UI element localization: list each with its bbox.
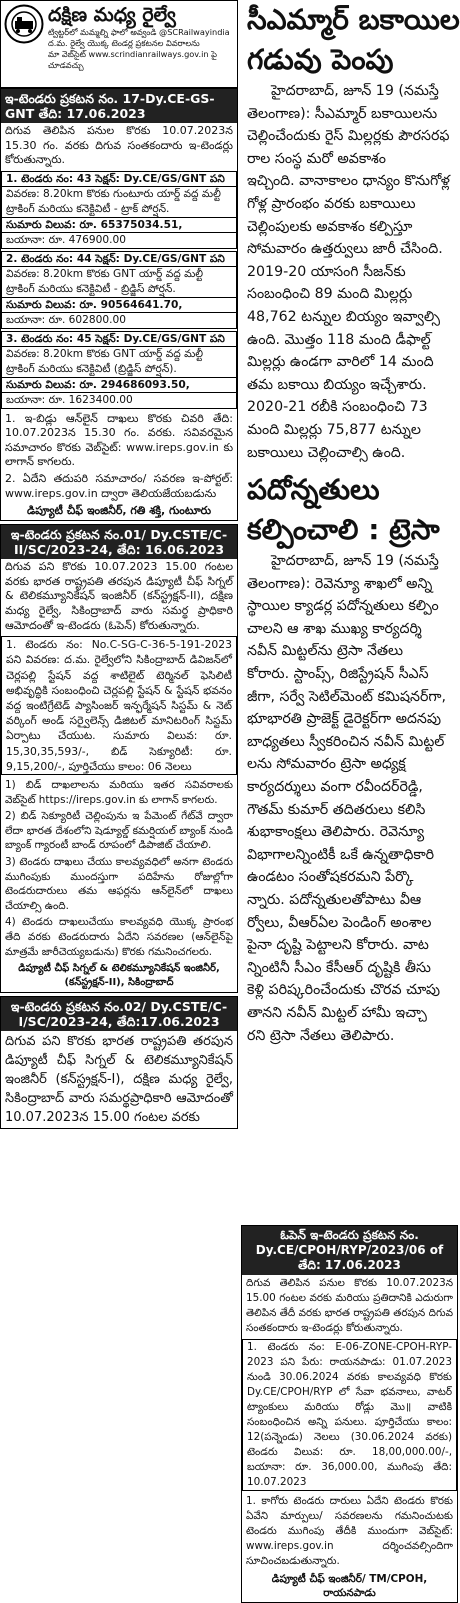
article-line: ఇచ్చింది. వానాకాలం ధాన్యం కొనుగోళ్ల — [247, 173, 450, 190]
tender-signatory: డిప్యూటీ చీఫ్ ఇంజినీర్, గతి శక్తి, గుంటూరు — [26, 504, 212, 518]
news-article-tresa — [241, 470, 458, 1047]
tender-item — [1, 636, 237, 775]
article-line: న్నింటినీ సీఎం కేసీఆర్ దృష్టికి తీసు — [247, 959, 431, 976]
article-line: ఉంది. మొత్తం 118 మంది డీఫాల్ట్ — [247, 331, 431, 348]
railway-header — [0, 0, 238, 88]
tender-item — [1, 171, 237, 249]
article-line: తమ బకాయి బియ్యం ఇచ్చేశారు. — [247, 376, 427, 393]
article-line: గోళ్ల ప్రారంభం వరకు బకాయిలు — [247, 195, 416, 212]
tender-signatory: డిప్యూటీ చీఫ్ ఇంజినీర్/ TM/CPOH, రాయనపాడు — [271, 1573, 428, 1599]
tender-notice-title: ఓపెన్ ఇ-టెండరు ప్రకటన నం. Dy.CE/CPOH/RYP/2023/06 of తేది: 17.06.2023 — [242, 1226, 457, 1275]
article-line: తానని నవీన్ మిట్టల్ హామీ ఇచ్చా — [247, 1004, 427, 1021]
tender-note: 1. ఇ-బిడ్లు ఆన్‌లైన్ దాఖలు కొరకు చివరి తేది: 10.07.2023న 15.30 గం. వరకు. సవివరమైన సమాచారం కొరకు వెబ్‌సైట్: www.ireps.gov.in కు లాగాన్ కాగలరు. — [5, 411, 233, 469]
article-line: న్నారు. పదోన్నతులతోపాటు వీఆ — [247, 892, 422, 908]
article-line: స్థాయిల క్యాడర్ల పదోన్నతులు కల్పిం — [247, 598, 439, 615]
article-line: బకాయిలు చెల్లించాల్సి ఉంది. — [247, 444, 406, 461]
article-line: ర్వోలు, వీఆర్‌ఏల పెండింగ్ అంశాల — [247, 914, 432, 931]
article-line: 2020-21 రబీకి సంబంధించి 73 — [247, 399, 428, 416]
tender-intro: దిగువ తెలిపిన పనుల కొరకు 10.07.2023న 15.30 గం. వరకు దిగువ సంతకందారు ఇ-టెండర్లు కోరుతున్నారు. — [5, 124, 233, 167]
tender-notice-cste-c2 — [0, 524, 238, 993]
article-line: రాల సంస్థ మరో అవకాశం — [247, 150, 386, 167]
article-line: తెలంగాణ): సీఎమ్మార్ బకాయిలను — [247, 105, 438, 122]
tender-item-desc: 1. టెండరు నం: No.C-SG-C-36-5-191-2023 పని వివరణ: ద.మ. రైల్వేలోని సికింద్రాబాద్ డివిజన్‌లో చెర్లపల్లి స్టేషన్ వద్ద శాటిలైట్ టెర్మినల్ ఫెసిలిటీ అభివృద్ధికి సంబంధించి చెర్లపల్లి స్టేషన్ & స్టేషన్ భవనం వద్ద ఇంటిగ్రేటెడ్ ప్యాసింజర్ ఇన్ఫర్మేషన్ సిస్టమ్ & నెట్ వర్కింగ్ అండ్ సర్వైలెన్స్ డిజిటల్ మానిటరింగ్ సిస్టమ్ ఏర్పాటు చేయుట. సుమారు విలువ: రూ. 15,30,35,593/-, బిడ్ సెక్యూరిటీ: రూ. 9,15,200/-, పూర్తిచేయు కాలం: 06 నెలలు — [6, 638, 232, 773]
article-headline: పదోన్నతులు — [247, 473, 380, 507]
tender-item-desc: వివరణ: 8.20km కొరకు గుంటూరు యార్డ్ వద్ద మల్టీ ట్రాకింగ్ మరియు కనెక్టివిటీ - ట్రాక్ పోర్షన్. — [2, 187, 236, 217]
tender-item — [1, 251, 237, 329]
article-line: విభాగాలన్నింటికీ ఒకే ఉన్నతాధికారి — [247, 846, 435, 863]
news-article-cmr — [241, 0, 458, 464]
tender-note: 3) టెండరు దాఖలు చేయు కాలవ్యవధిలో అనగా టెండరు ముగింపుకు ముందస్తుగా పదిహేను రోజుల్లోగా టెండరుదారులు తమ ఆఫర్లను ఆన్‌లైన్‌లో దాఖలు చేయాల్సి ఉంది. — [5, 856, 233, 912]
tender-note: 1. కాగోరు టెండరు దారులు ఏదేని టెండరు కొరకు ఏవేని మార్పులు/ సవరణలను గమనించుటకు టెండరు ముగింపు తేదీకి ముందుగా వెబ్‌సైట్: www.ireps.gov.in దర్శించవల్సిందిగా సూచించబడుతున్నారు. — [246, 1495, 453, 1567]
header-line: మా వెబ్‌సైట్ www.scrindianrailways.gov.in పై చూడవచ్చు — [48, 49, 218, 70]
article-line: 2019-20 యాసంగి సీజన్‌కు — [247, 263, 406, 280]
article-line: భూభారతి ప్రాజెక్ట్ డైరెక్టర్‌గా అదనపు — [247, 711, 442, 728]
tender-item-value: సుమారు విలువ: రూ. 65375034.51, — [2, 218, 236, 234]
article-line: సోమవారం ఉత్తర్వులు జారీ చేసింది. — [247, 241, 443, 258]
article-line: పైనా దృష్టి పెట్టాలని కోరారు. వాట — [247, 937, 429, 954]
article-line: 48,762 టన్నుల బియ్యం ఇవ్వాల్సి — [247, 308, 441, 325]
header-line: ద.మ. రైల్వే యొక్క టెండర్ల ప్రకటనల వివరాలను — [48, 38, 200, 48]
tender-item-value: సుమారు విలువ: రూ. 294686093.50, — [2, 378, 236, 394]
tender-item-desc: వివరణ: 8.20km కొరకు GNT యార్డ్ వద్ద మల్టీ ట్రాకింగ్ మరియు కనెక్టివిటీ (బ్రిడ్జిస్ పోర్షన్). — [2, 347, 236, 377]
article-line: జీగా, సర్వే సెటిల్‌మెంట్ కమిషనర్‌గా, — [247, 688, 446, 705]
article-line: మిల్లర్లు ఉండగా వారిలో 14 మంది — [247, 354, 434, 371]
article-line: చెల్లించేందుకు రైస్ మిల్లర్లకు పౌరసరఫ — [247, 128, 450, 145]
tender-intro: దిగువ పని కొరకు 10.07.2023 15.00 గంటల వరకు భారత రాష్ట్రపతి తరపున డిప్యూటీ చీఫ్ సిగ్నల్ & టెలికమ్యూనికేషన్ ఇంజినీర్ (కన్‌స్ట్రక్షన్-II), దక్షిణ మధ్య రైల్వే, సికింద్రాబాద్ వారు సమర్థ ప్రాధికారి ఆమోదంతో ఇ-టెండరు (ఓపెన్) కోరుతున్నారు. — [5, 560, 233, 632]
tender-notice-cste-c1 — [0, 996, 238, 1129]
article-line: హైదరాబాద్, జూన్ 19 (నమస్తే — [271, 553, 439, 570]
tender-item — [1, 331, 237, 409]
tender-item-head: 2. టెండరు నం: 44 సెక్షన్: Dy.CE/GS/GNT పని — [2, 252, 236, 268]
article-line: బాధ్యతలు స్వీకరించిన నవీన్ మిట్టల్ — [247, 733, 445, 750]
tender-notice-title: ఇ-టెండరు ప్రకటన నం. 17-Dy.CE-GS-GNT తేది: 17.06.2023 — [1, 89, 237, 123]
article-line: రని ట్రెసా నేతలు తెలిపారు. — [247, 1027, 395, 1044]
tender-item-value: సుమారు విలువ: రూ. 90564641.70, — [2, 298, 236, 314]
article-line: హైదరాబాద్, జూన్ 19 (నమస్తే — [271, 83, 439, 99]
tender-notice-title: ఇ-టెండరు ప్రకటన నం.02/ Dy.CSTE/C-I/SC/2023-24, తేది:17.06.2023 — [1, 997, 237, 1031]
news-column — [241, 0, 460, 1599]
tender-note: 2. ఏదేని తదుపరి సమాచారం/ సవరణ ఇ-పోర్టల్: www.ireps.gov.in ద్వారా తెలియజేయబడును — [5, 472, 233, 500]
tender-notice-title: ఇ-టెండరు ప్రకటన నం.01/ Dy.CSTE/C-II/SC/2023-24, తేది: 16.06.2023 — [1, 525, 237, 559]
tender-note: 1) బిడ్ దాఖలాలను మరియు ఇతర సవివరాలకు వెబ్‌సైట్ https://ireps.gov.in కు లాగాన్ కాగలరు. — [5, 779, 233, 806]
tender-notice-guntur — [0, 88, 238, 521]
article-line: మంది మిల్లర్లు 75,877 టన్నుల — [247, 421, 421, 438]
article-line: నవీన్ మిట్టల్‌ను ట్రెసా నేతలు — [247, 643, 403, 660]
railway-header-text — [48, 4, 234, 71]
tender-item-desc: వివరణ: 8.20km కొరకు GNT యార్డ్ వద్ద మల్టీ ట్రాకింగ్ మరియు కనెక్టివిటీ - బ్రిడ్జిస్ పోర్షన్. — [2, 267, 236, 297]
tender-item-head: 3. టెండరు నం: 45 సెక్షన్: Dy.CE/GS/GNT పని — [2, 332, 236, 348]
tender-item-emd: బయానా: రూ. 1623400.00 — [6, 394, 133, 407]
article-line: కార్యదర్శులు వంగా రవీందర్‌రెడ్డి, — [247, 779, 423, 796]
tender-signatory: డిప్యూటీ చీఫ్ సిగ్నల్ & టెలికమ్యూనికేషన్ ఇంజినీర్, (కన్‌స్ట్రక్షన్-II), సికింద్రాబాద్ — [18, 963, 220, 989]
tender-note: 2) బిడ్ సెక్యూరిటీ చెల్లింపును ఇ పేమెంట్ గేట్‌వే ద్వారా లేదా భారత దేశంలోని షెడ్యూల్డ్ కమర్షియల్ బ్యాంక్ నుండి బ్యాంక్ గ్యారంటీ బాండ్ రూపంలో డిపాజిట్ చేయాలి. — [5, 810, 233, 852]
tender-item-emd: బయానా: రూ. 602800.00 — [6, 314, 126, 327]
railway-name: దక్షిణ మధ్య రైల్వే — [48, 4, 176, 26]
tender-item-desc: 1. టెండరు నం: E-06-ZONE-CPOH-RYP-2023 పని పేరు: రాయనపాడు: 01.07.2023 నుండి 30.06.2024 వరకు కాలవ్యవధి కొరకు Dy.CE/CPOH/RYP లో సేవా భవనాలు, వాటర్ ట్యాంకులు మరియు రోడ్లు మొ॥ వాటికి సంబంధించిన అన్ని పనులు. పూర్తిచేయు కాలం: 12(పన్నెండు) నెలలు (30.06.2024 వరకు) టెండరు విలువ: రూ. 18,00,000.00/-, బయానా: రూ. 36,000.00, ముగింపు తేది: 10.07.2023 — [247, 1341, 452, 1488]
tender-item-emd: బయానా: రూ. 476900.00 — [6, 234, 126, 247]
article-line: చాలని ఆ శాఖ ముఖ్య కార్యదర్శి — [247, 620, 422, 637]
tender-note: 4) టెండరు దాఖలుచేయు కాలవ్యవధి యొక్క ప్రారంభ తేది వరకు టెండరుదారు ఏదేని సవరణల (ఆన్‌లైన్‌పై మాత్రమే జారీచెయ్యబడును) కొరకు గమనించగలరు. — [5, 916, 233, 958]
article-line: శుభాకాంక్షలు తెలిపారు. రెవెన్యూ — [247, 824, 425, 841]
article-headline: గడువు పెంపు — [247, 43, 394, 76]
tender-item — [242, 1339, 457, 1491]
article-line: కోరారు. స్టాంప్స్, రిజిస్ట్రేషన్ సీఎస్ — [247, 666, 429, 683]
article-body — [241, 80, 458, 464]
article-line: ఉండటం సంతోషకరమని పేర్కొ — [247, 869, 414, 886]
article-line: కెళ్లి పరిష్కరించేందుకు చొరవ చూపు — [247, 982, 441, 999]
article-headline: సీఎమ్మార్ బకాయిల — [247, 3, 460, 36]
article-headline: కల్పించాలి : ట్రెసా — [247, 513, 440, 547]
article-line: తెలంగాణ): రెవెన్యూ శాఖలో అన్ని — [247, 575, 433, 592]
tender-intro: దిగువ పని కొరకు భారత రాష్ట్రపతి తరపున డిప్యూటీ చీఫ్ సిగ్నల్ & టెలికమ్యూనికేషన్ ఇంజినీర్ (కన్‌స్ట్రక్షన్-I), దక్షిణ మధ్య రైల్వే, సికింద్రాబాద్ వారు సమర్థప్రాధికారి ఆమోదంతో 10.07.2023న 15.00 గంటల వరకు — [5, 1034, 233, 1126]
article-line: సంబంధించి 89 మంది మిల్లర్లు — [247, 286, 413, 303]
tender-item-head: 1. టెండరు నం: 43 సెక్షన్: Dy.CE/GS/GNT పని — [2, 172, 236, 188]
tender-intro: దిగువ తెలిపిన పనుల కొరకు 10.07.2023న 15.00 గంటల వరకు మరియు ప్రతిదానికి ఎదురుగా తెలిపిన తేదీ వరకు భారత రాష్ట్రపతి తరపున దిగువ సంతకందారు ఇ-టెండర్లు కోరుతున్నారు. — [246, 1277, 453, 1334]
header-line: ట్విట్టర్‌లో మమ్మల్ని ఫాలో అవ్వండి @SCRailwayindia — [48, 27, 230, 37]
article-line: లను సోమవారం ట్రెసా అధ్యక్ష — [247, 756, 406, 773]
article-line: గౌతమ్ కుమార్ తదితరులు కలిసి — [247, 801, 426, 818]
railway-emblem-icon — [4, 4, 44, 44]
article-line: చెల్లింపులకు అవకాశం కల్పిస్తూ — [247, 218, 413, 235]
tender-notice-cpoh-ryp — [241, 1225, 458, 1603]
article-body — [241, 550, 458, 1047]
